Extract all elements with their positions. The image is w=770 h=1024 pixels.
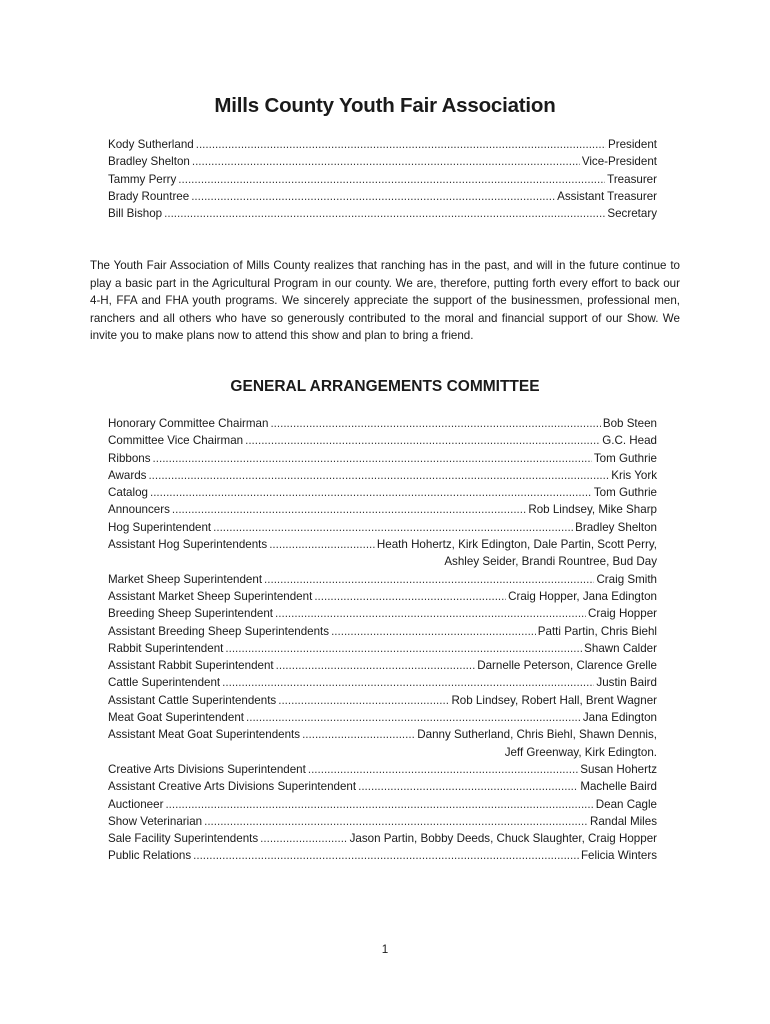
- officers-list: [108, 136, 657, 222]
- committee-role: Creative Arts Divisions Superintendent: [108, 762, 306, 776]
- committee-role: Assistant Creative Arts Divisions Superintendent: [108, 780, 357, 794]
- committee-row: [108, 778, 657, 795]
- dot-leader: [260, 830, 347, 847]
- officer-row: [108, 136, 657, 153]
- committee-role: Cattle Superintendent: [108, 676, 221, 690]
- dot-leader: [153, 450, 592, 467]
- officer-row: [108, 153, 657, 170]
- dot-leader: [358, 778, 578, 795]
- committee-role: Sale Facility Superintendents: [108, 832, 259, 846]
- committee-names-continued: Jeff Greenway, Kirk Edington.: [504, 745, 657, 759]
- dot-leader: [192, 153, 580, 170]
- page-number: 1: [381, 943, 389, 956]
- committee-names: Randal Miles: [589, 814, 657, 828]
- committee-role: Market Sheep Superintendent: [108, 572, 263, 586]
- committee-names: Jana Edington: [582, 711, 657, 725]
- committee-role: Honorary Committee Chairman: [108, 417, 269, 430]
- committee-role: Breeding Sheep Superintendent: [108, 607, 274, 621]
- committee-role: Assistant Meat Goat Superintendents: [108, 728, 301, 742]
- committee-row: [108, 640, 657, 657]
- officer-row: [108, 205, 657, 222]
- committee-names: Tom Guthrie: [593, 486, 657, 500]
- committee-list: [108, 415, 657, 865]
- committee-names: Rob Lindsey, Mike Sharp: [528, 503, 657, 517]
- committee-names: Susan Hohertz: [580, 762, 657, 776]
- committee-names: G.C. Head: [602, 434, 657, 448]
- officer-name: Bradley Shelton: [108, 155, 190, 169]
- committee-names: Dean Cagle: [595, 797, 657, 811]
- dot-leader: [193, 847, 579, 864]
- committee-row: [108, 674, 657, 691]
- committee-role: Show Veterinarian: [108, 814, 203, 828]
- committee-names: Craig Hopper, Jana Edington: [508, 589, 657, 603]
- officer-role: Vice-President: [581, 155, 657, 169]
- committee-names: Craig Smith: [596, 572, 657, 586]
- dot-leader: [331, 623, 536, 640]
- committee-role: Rabbit Superintendent: [108, 641, 224, 655]
- committee-names: Tom Guthrie: [593, 451, 657, 465]
- committee-role: Assistant Hog Superintendents: [108, 538, 268, 552]
- dot-leader: [164, 205, 605, 222]
- committee-role: Assistant Cattle Superintendents: [108, 693, 277, 707]
- committee-row: [108, 761, 657, 778]
- dot-leader: [276, 657, 476, 674]
- dot-leader: [278, 692, 449, 709]
- dot-leader: [314, 588, 506, 605]
- committee-row: [108, 501, 657, 518]
- officer-name: Brady Rountree: [108, 189, 190, 203]
- committee-row: [108, 623, 657, 640]
- dot-leader: [225, 640, 582, 657]
- committee-row: [108, 450, 657, 467]
- officer-row: [108, 171, 657, 188]
- dot-leader: [213, 519, 573, 536]
- officer-role: Treasurer: [607, 172, 657, 186]
- committee-names: Darnelle Peterson, Clarence Grelle: [477, 659, 657, 673]
- committee-names: Danny Sutherland, Chris Biehl, Shawn Dennis,: [417, 728, 657, 742]
- committee-names: Heath Hohertz, Kirk Edington, Dale Partin, Scott Perry,: [376, 538, 657, 552]
- committee-row: [108, 467, 657, 484]
- committee-names: Kris York: [611, 468, 657, 482]
- committee-names: Justin Baird: [596, 676, 657, 690]
- committee-names: Felicia Winters: [580, 849, 657, 863]
- committee-role: Assistant Rabbit Superintendent: [108, 659, 274, 673]
- committee-role: Public Relations: [108, 849, 192, 863]
- dot-leader: [196, 136, 606, 153]
- dot-leader: [308, 761, 578, 778]
- committee-row: [108, 709, 657, 726]
- committee-role: Hog Superintendent: [108, 520, 212, 534]
- committee-names: Craig Hopper: [588, 607, 657, 621]
- committee-row: [108, 415, 657, 432]
- dot-leader: [165, 796, 593, 813]
- committee-row: [108, 484, 657, 501]
- committee-role: Announcers: [108, 503, 170, 517]
- dot-leader: [204, 813, 588, 830]
- committee-row: [108, 536, 657, 553]
- committee-names: Patti Partin, Chris Biehl: [537, 624, 657, 638]
- committee-role: Catalog: [108, 486, 148, 500]
- dot-leader: [150, 484, 592, 501]
- committee-names: Bradley Shelton: [575, 520, 657, 534]
- committee-role: Ribbons: [108, 451, 151, 465]
- dot-leader: [222, 674, 594, 691]
- dot-leader: [264, 571, 594, 588]
- dot-leader: [191, 188, 555, 205]
- committee-row: [108, 726, 657, 743]
- dot-leader: [270, 415, 600, 432]
- officer-role: President: [608, 138, 657, 151]
- committee-row: [108, 847, 657, 864]
- committee-row: [108, 692, 657, 709]
- officer-row: [108, 188, 657, 205]
- dot-leader: [148, 467, 609, 484]
- dot-leader: [172, 501, 526, 518]
- officer-name: Tammy Perry: [108, 172, 177, 186]
- committee-row: [108, 813, 657, 830]
- committee-row: [108, 657, 657, 674]
- committee-names: Jason Partin, Bobby Deeds, Chuck Slaughter, Craig Hopper: [349, 832, 657, 846]
- dot-leader: [178, 171, 605, 188]
- committee-role: Assistant Breeding Sheep Superintendents: [108, 624, 330, 638]
- dot-leader: [246, 709, 581, 726]
- committee-role: Auctioneer: [108, 797, 164, 811]
- dot-leader: [302, 726, 415, 743]
- officer-role: Secretary: [607, 207, 657, 221]
- dot-leader: [275, 605, 586, 622]
- dot-leader: [269, 536, 375, 553]
- committee-role: Awards: [108, 468, 147, 482]
- committee-row: [108, 588, 657, 605]
- committee-names: Shawn Calder: [584, 641, 657, 655]
- document-title: Mills County Youth Fair Association: [214, 94, 556, 117]
- committee-role: Meat Goat Superintendent: [108, 711, 244, 725]
- committee-names-continued: Ashley Seider, Brandi Rountree, Bud Day: [444, 555, 657, 569]
- officer-name: Bill Bishop: [108, 207, 163, 221]
- committee-heading: GENERAL ARRANGEMENTS COMMITTEE: [230, 378, 540, 395]
- committee-row: [108, 830, 657, 847]
- intro-paragraph: The Youth Fair Association of Mills County realizes that ranching has in the past, and will in the future continue to play a basic part in the Agricultural Program in our county. We are, therefore, putting forth every effort to back our 4-H, FFA and FHA youth programs. We sincerely appreciate the support of the businessmen, professional men, ranchers and all others who have so generously contributed to the moral and financial support of our Show. We invite you to make plans now to attend this show and plan to bring a friend.: [90, 259, 680, 342]
- officer-role: Assistant Treasurer: [557, 189, 657, 203]
- officer-name: Kody Sutherland: [108, 138, 194, 151]
- committee-role: Committee Vice Chairman: [108, 434, 244, 448]
- committee-names: Rob Lindsey, Robert Hall, Brent Wagner: [451, 693, 657, 707]
- committee-row: [108, 796, 657, 813]
- committee-names: Machelle Baird: [580, 780, 657, 794]
- committee-row: [108, 571, 657, 588]
- committee-row: [108, 605, 657, 622]
- dot-leader: [245, 432, 600, 449]
- committee-role: Assistant Market Sheep Superintendent: [108, 589, 313, 603]
- committee-row: [108, 519, 657, 536]
- committee-row: [108, 432, 657, 449]
- committee-names: Bob Steen: [602, 417, 657, 430]
